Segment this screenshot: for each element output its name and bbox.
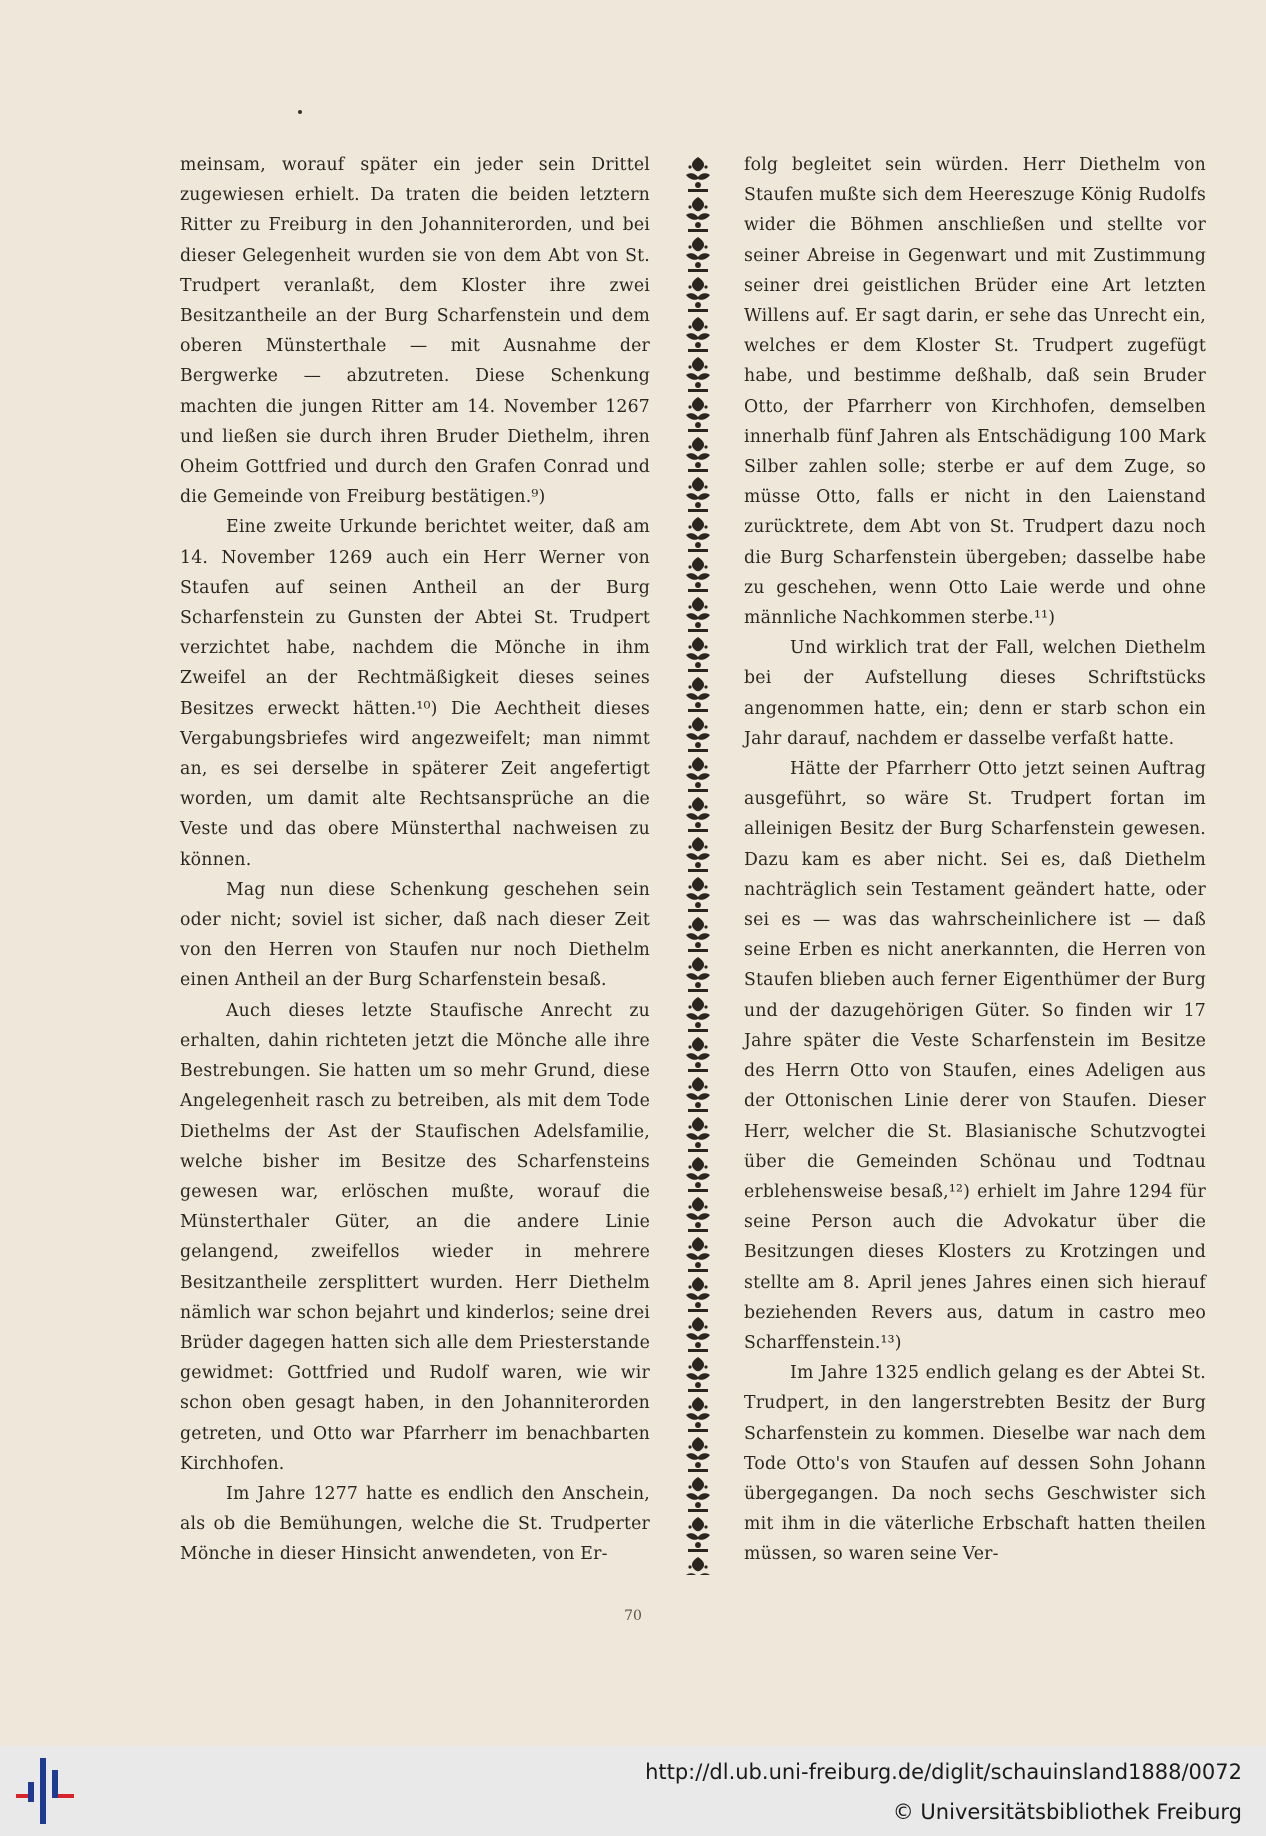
- floral-column-divider-icon: [682, 155, 714, 1575]
- copyright-notice: © Universitätsbibliothek Freiburg: [892, 1800, 1242, 1824]
- paragraph: Im Jahre 1277 hatte es endlich den Anschein, als ob die Bemühungen, welche die St. Trudperter Mönche in dieser Hinsicht anwendeten, von Er-: [180, 1483, 650, 1565]
- paragraph: Im Jahre 1325 endlich gelang es der Abtei St. Trudpert, in den langerstrebten Besitz der Burg Scharfenstein zu kommen. Dieselbe war nach dem Tode Otto's von Staufen auf dessen Sohn Johann übergegangen. Da noch sechs Geschwister sich mit ihm in die väterliche Erbschaft hatten theilen müssen, so waren seine Ver-: [744, 1363, 1206, 1565]
- paragraph: Eine zweite Urkunde berichtet weiter, daß am 14. November 1269 auch ein Herr Werner von Staufen auf seinen Antheil an der Burg Scharfenstein zu Gunsten der Abtei St. Trudpert verzichtet habe, nachdem die Mönche in ihm Zweifel an der Rechtmäßigkeit dieses seines Besitzes erweckt hätten.¹⁰) Die Aechtheit dieses Vergabungsbriefes wird angezweifelt; man nimmt an, es sei derselbe in späterer Zeit angefertigt worden, um damit alte Rechtsansprüche an die Veste und das obere Münsterthal nachweisen zu können.: [180, 517, 650, 870]
- left-text-column: [180, 150, 650, 1570]
- paragraph: folg begleitet sein würden. Herr Diethelm von Staufen mußte sich dem Heereszuge König Rudolfs wider die Böhmen anschließen und stellte vor seiner Abreise in Gegenwart und mit Zustimmung seiner drei geistlichen Brüder eine Art letzten Willens auf. Er sagt darin, er sehe das Unrecht ein, welches er dem Kloster St. Trudpert zugefügt habe, und bestimme deßhalb, daß sein Bruder Otto, der Pfarrherr von Kirchhofen, demselben innerhalb fünf Jahren als Entschädigung 100 Mark Silber zahlen solle; sterbe er auf dem Zuge, so müsse Otto, falls er nicht in den Laienstand zurücktrete, dem Abt von St. Trudpert dazu noch die Burg Scharfenstein übergeben; dasselbe habe zu geschehen, wenn Otto Laie werde und ohne männliche Nachkommen sterbe.¹¹): [744, 155, 1206, 629]
- paragraph: Und wirklich trat der Fall, welchen Diethelm bei der Aufstellung dieses Schriftstücks angenommen hatte, ein; denn er starb schon ein Jahr darauf, nachdem er dasselbe verfaßt hatte.: [744, 638, 1206, 749]
- permalink-url[interactable]: http://dl.ub.uni-freiburg.de/diglit/schauinsland1888/0072: [645, 1760, 1242, 1784]
- right-text-column: [744, 150, 1206, 1570]
- page-number: 70: [624, 1608, 642, 1624]
- paragraph: meinsam, worauf später ein jeder sein Drittel zugewiesen erhielt. Da traten die beiden letztern Ritter zu Freiburg in den Johanniterorden, und bei dieser Gelegenheit wurden sie von dem Abt von St. Trudpert veranlaßt, dem Kloster ihre zwei Besitzantheile an der Burg Scharfenstein und dem oberen Münsterthale — mit Ausnahme der Bergwerke — abzutreten. Diese Schenkung machten die jungen Ritter am 14. November 1267 und ließen sie durch ihren Bruder Diethelm, ihren Oheim Gottfried und durch den Grafen Conrad und die Gemeinde von Freiburg bestätigen.⁹): [180, 155, 650, 508]
- paragraph: Hätte der Pfarrherr Otto jetzt seinen Auftrag ausgeführt, so wäre St. Trudpert fortan im alleinigen Besitz der Burg Scharfenstein gewesen. Dazu kam es aber nicht. Sei es, daß Diethelm nachträglich sein Testament geändert hatte, oder sei es — was das wahrscheinlichere ist — daß seine Erben es nicht anerkannten, die Herren von Staufen blieben auch ferner Eigenthümer der Burg und der dazugehörigen Güter. So finden wir 17 Jahre später die Veste Scharfenstein im Besitze des Herrn Otto von Staufen, eines Adeligen aus der Ottonischen Linie derer von Staufen. Dieser Herr, welcher die St. Blasianische Schutzvogtei über die Gemeinden Schönau und Todtnau erblehensweise besaß,¹²) erhielt im Jahre 1294 für seine Person auch die Advokatur über die Besitzungen dieses Klosters zu Krotzingen und stellte am 8. April jenes Jahres einen sich hierauf beziehenden Revers aus, datum in castro meo Scharffenstein.¹³): [744, 759, 1206, 1353]
- paragraph: Mag nun diese Schenkung geschehen sein oder nicht; soviel ist sicher, daß nach dieser Zeit von den Herren von Staufen nur noch Diethelm einen Antheil an der Burg Scharfenstein besaß.: [180, 879, 650, 991]
- paragraph: Auch dieses letzte Staufische Anrecht zu erhalten, dahin richteten jetzt die Mönche alle ihre Bestrebungen. Sie hatten um so mehr Grund, diese Angelegenheit rasch zu betreiben, als mit dem Tode Diethelms der Ast der Staufischen Adelsfamilie, welche bisher im Besitze des Scharfensteins gewesen war, erlöschen mußte, worauf die Münsterthaler Güter, an die andere Linie gelangend, zweifellos wieder in mehrere Besitzantheile zersplittert wurden. Herr Diethelm nämlich war schon bejahrt und kinderlos; seine drei Brüder dagegen hatten sich alle dem Priesterstande gewidmet: Gottfried und Rudolf waren, wie wir schon oben gesagt haben, in den Johanniterorden getreten, und Otto war Pfarrherr im benachbarten Kirchhofen.: [180, 1000, 650, 1474]
- ub-freiburg-logo-icon[interactable]: [16, 1758, 80, 1824]
- ink-speck: [298, 110, 302, 114]
- library-footer: [0, 1746, 1266, 1836]
